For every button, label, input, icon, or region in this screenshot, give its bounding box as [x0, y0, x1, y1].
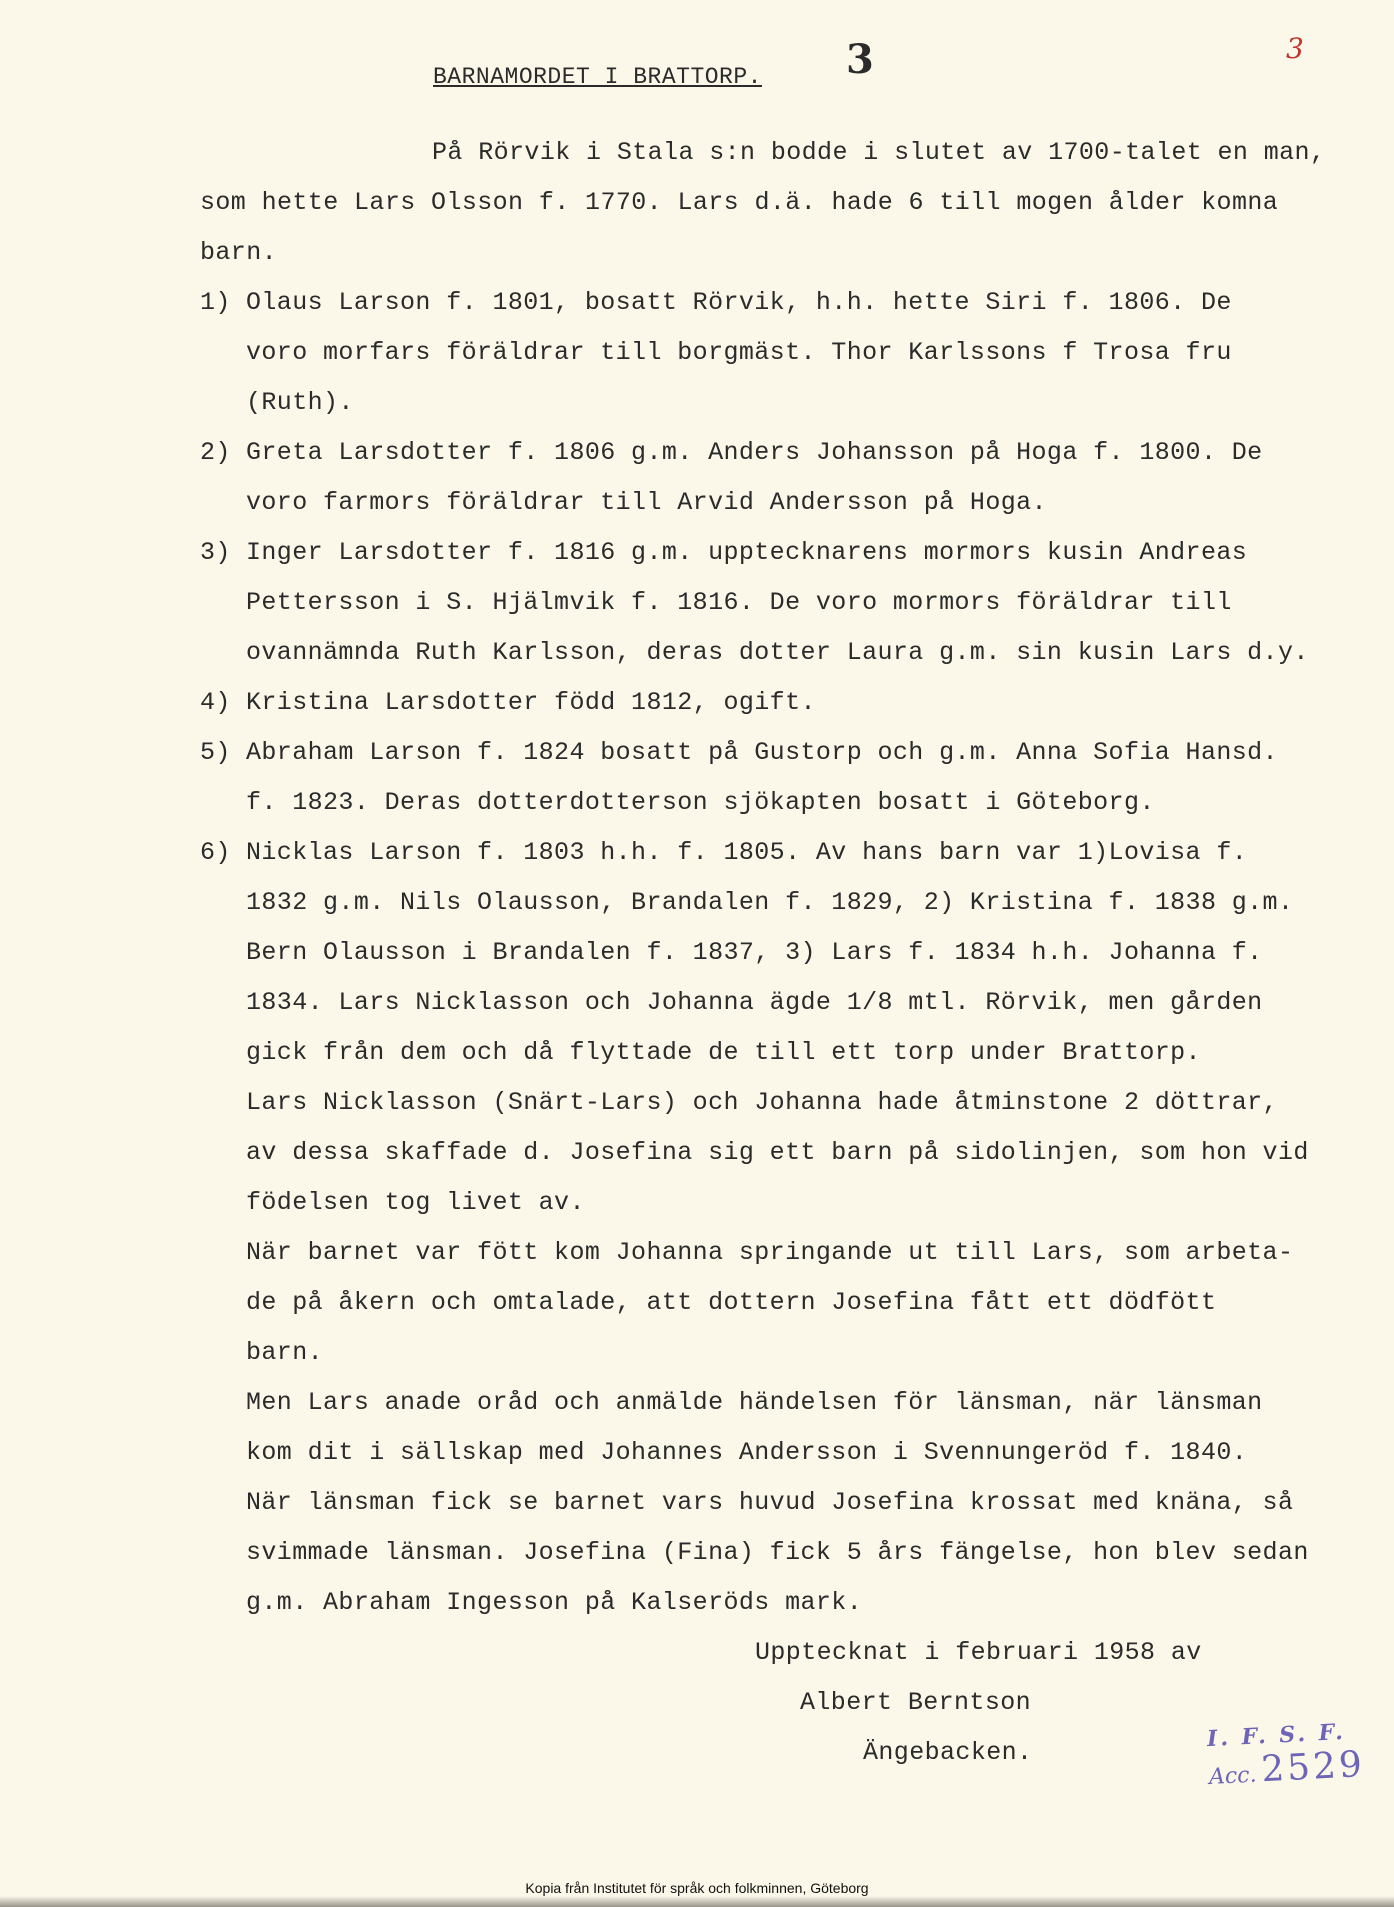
item-text: Nicklas Larson f. 1803 h.h. f. 1805. Av hans barn var 1)Lovisa f. — [246, 838, 1248, 867]
item-text: de på åkern och omtalade, att dottern Josefina fått ett dödfött — [246, 1288, 1217, 1317]
intro-line: barn. — [200, 238, 278, 267]
archive-stamp — [1206, 1718, 1366, 1793]
item-text: barn. — [246, 1338, 324, 1367]
page-number: 3 — [846, 36, 874, 83]
signature-line: Upptecknat i februari 1958 av — [755, 1638, 1202, 1667]
item-number: 2) — [200, 438, 231, 467]
stamp-acc-label: Acc. — [1208, 1762, 1258, 1791]
item-number: 5) — [200, 738, 231, 767]
item-text: 1834. Lars Nicklasson och Johanna ägde 1/8 mtl. Rörvik, men gården — [246, 988, 1263, 1017]
handwritten-page-number: 3 — [1286, 32, 1304, 65]
item-text: voro morfars föräldrar till borgmäst. Thor Karlssons f Trosa fru — [246, 338, 1232, 367]
document-title: BARNAMORDET I BRATTORP. — [433, 64, 762, 90]
page-edge — [0, 1896, 1394, 1907]
list-item — [200, 428, 1340, 478]
item-text: ovannämnda Ruth Karlsson, deras dotter Laura g.m. sin kusin Lars d.y. — [246, 638, 1309, 667]
intro-line: På Rörvik i Stala s:n bodde i slutet av 1700-talet en man, — [432, 138, 1326, 167]
item-text: Olaus Larson f. 1801, bosatt Rörvik, h.h. hette Siri f. 1806. De — [246, 288, 1232, 317]
signature-name: Albert Berntson — [800, 1688, 1032, 1717]
intro-line: som hette Lars Olsson f. 1770. Lars d.ä. hade 6 till mogen ålder komna — [200, 188, 1279, 217]
item-text: När länsman fick se barnet vars huvud Josefina krossat med knäna, så — [246, 1488, 1294, 1517]
item-text: Inger Larsdotter f. 1816 g.m. upptecknarens mormors kusin Andreas — [246, 538, 1248, 567]
stamp-acc-number: 2529 — [1260, 1743, 1366, 1791]
item-text: g.m. Abraham Ingesson på Kalseröds mark. — [246, 1588, 863, 1617]
item-number: 4) — [200, 688, 231, 717]
copy-footer: Kopia från Institutet för språk och folkminnen, Göteborg — [525, 1880, 869, 1896]
body-text — [200, 128, 1340, 1628]
item-text: Men Lars anade oråd och anmälde händelsen för länsman, när länsman — [246, 1388, 1263, 1417]
item-number: 1) — [200, 288, 231, 317]
item-text: Pettersson i S. Hjälmvik f. 1816. De voro mormors föräldrar till — [246, 588, 1232, 617]
item-text: Greta Larsdotter f. 1806 g.m. Anders Johansson på Hoga f. 1800. De — [246, 438, 1263, 467]
item-text: svimmade länsman. Josefina (Fina) fick 5 års fängelse, hon blev sedan — [246, 1538, 1309, 1567]
stamp-institution: I. F. S. F. — [1206, 1718, 1347, 1753]
list-item — [200, 828, 1340, 878]
item-text: (Ruth). — [246, 388, 354, 417]
item-text: gick från dem och då flyttade de till ett torp under Brattorp. — [246, 1038, 1201, 1067]
item-text: kom dit i sällskap med Johannes Andersson i Svennungeröd f. 1840. — [246, 1438, 1248, 1467]
item-text: Bern Olausson i Brandalen f. 1837, 3) Lars f. 1834 h.h. Johanna f. — [246, 938, 1263, 967]
item-text: voro farmors föräldrar till Arvid Andersson på Hoga. — [246, 488, 1047, 517]
item-text: När barnet var fött kom Johanna springande ut till Lars, som arbeta- — [246, 1238, 1294, 1267]
item-number: 3) — [200, 538, 231, 567]
signature-place: Ängebacken. — [863, 1738, 1033, 1767]
item-text: Abraham Larson f. 1824 bosatt på Gustorp och g.m. Anna Sofia Hansd. — [246, 738, 1278, 767]
item-text: Kristina Larsdotter född 1812, ogift. — [246, 688, 816, 717]
list-item — [200, 728, 1340, 778]
item-text: födelsen tog livet av. — [246, 1188, 585, 1217]
item-text: f. 1823. Deras dotterdotterson sjökapten bosatt i Göteborg. — [246, 788, 1155, 817]
item-text: 1832 g.m. Nils Olausson, Brandalen f. 1829, 2) Kristina f. 1838 g.m. — [246, 888, 1294, 917]
item-text: av dessa skaffade d. Josefina sig ett barn på sidolinjen, som hon vid — [246, 1138, 1309, 1167]
item-text: Lars Nicklasson (Snärt-Lars) och Johanna hade åtminstone 2 döttrar, — [246, 1088, 1278, 1117]
list-item — [200, 678, 1340, 728]
list-item — [200, 528, 1340, 578]
item-number: 6) — [200, 838, 231, 867]
list-item — [200, 278, 1340, 328]
